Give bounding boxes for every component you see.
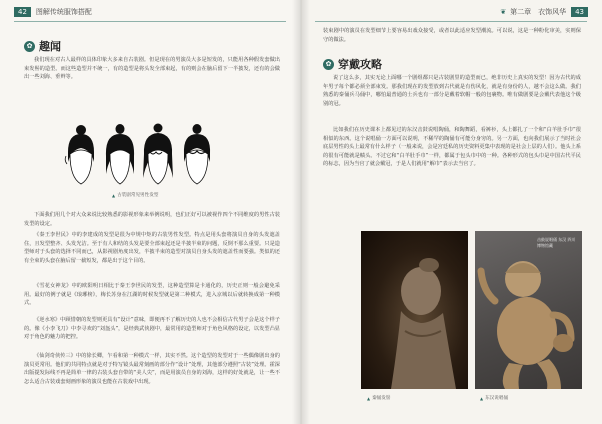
section-heading-quwen <box>24 38 61 54</box>
paragraph: 《逆水寒》中顾惜朝的发型则更具有“设计”意味，即便再不了解历史的人也不会相信古代男子会是这个样子的。像《小李飞刀》中李寻欢的“刘盔头”，是经典武侠剧中，最常用的造型师对于角色风格的设定，以发型凸显对于角色的魅力的把控。 <box>24 317 280 341</box>
hairstyle-figure-1 <box>64 122 98 190</box>
section-title: 趣闻 <box>39 40 61 53</box>
right-page-number: 43 <box>571 7 588 17</box>
paragraph: 装束剧中的演员在发型细节上要容易出戏众接受，或者以此适应发型潮流。可以说，这是一种粉化审美，实则保守的做法。 <box>323 28 581 43</box>
left-page-header <box>14 5 92 19</box>
header-rule <box>315 21 587 22</box>
paragraph: 《雪花女神龙》中的欧阳明日相比于秦王李世民的发型，这种造型算是卡通化的，历史正则一般会避免采用。最好的例子就是《琅琊榜》，梅长苏身在江湖的时候发型就是第二种模式，进入京城以后就转换成第一种模式。 <box>24 283 280 307</box>
section-heading-chuandai <box>323 56 382 72</box>
flower-icon: ✿ <box>24 41 35 52</box>
book-title: 图解传统服饰搭配 <box>35 8 92 16</box>
hairstyle-illustrations <box>64 118 214 190</box>
header-rule <box>14 21 286 22</box>
caption-triangle-icon: ▲ <box>367 395 371 401</box>
paragraph: 下面我们用几个对大众来说比较熟悉的影视形象来举例说明，也们正好可以被视作四个不同维度的男性古装发型的设定。 <box>24 212 280 227</box>
leaf-icon: ❦ <box>500 8 507 16</box>
photo1-caption-text: 秦俑发髻 <box>372 396 391 401</box>
left-page-number: 42 <box>14 7 31 17</box>
figure-caption <box>112 192 158 198</box>
photo2-caption <box>480 395 508 401</box>
section-title: 穿戴攻略 <box>338 58 382 71</box>
caption-triangle-icon: ▲ <box>480 395 484 401</box>
photo2-caption-text: 东汉说唱俑 <box>485 396 509 401</box>
hairstyle-figure-2 <box>103 122 137 190</box>
paragraph: 比如我们在历史课本上都见过的东汉击鼓说唱陶俑，和陶舞蹈，看裤衫，头上都扎了一个和“白羊肚手巾”很相似的东西。这个说唱俑一方面可以说明，不稀罕的陶俑有可能分身穷的。另一方面，也向我们展示了当时社会底层男性的头上最常有什么样子（一般来说，会是宫廷私的历史资料更集中表现的是社会上层的人们）。他头上系的很有可能就是帻头。不过它和“白羊肚手巾”一样，都属于包头巾中的一种。各种形式的包头巾是中国古代平民的标志，因为当官了就会戴冠，于是人们就用“解巾”表示去当官了。 <box>323 127 581 168</box>
hairstyle-figure-4 <box>180 122 214 190</box>
hairstyle-figure-3 <box>141 122 175 190</box>
paragraph: 《秦王李世民》中的李建成的发型是很为中规中矩的古装男性发型。特点是用头套将演员自身的头发遮盖住，且发型整齐、头发光洁。至于有人和结的头发是要全部束起还是半披半束的问题，反倒不那么重要。只是造型师对于头套的选择不同而已，从影视剧角度出发，半披半束的造型对演员自身头发的遮盖性而要强。类似的还有全束的头套在脑后留一截短发，都是出于这个目的。 <box>24 232 280 264</box>
figure-caption-text: 古装剧常见男性发型 <box>117 193 159 198</box>
chapter-header: 第二章 衣饰风华 <box>510 8 567 16</box>
caption-triangle-icon: ▲ <box>112 192 116 198</box>
photo1-caption <box>367 395 390 401</box>
eastern-han-storyteller-photo <box>475 231 582 389</box>
right-page-header <box>500 5 588 19</box>
photo-inset-label: 击鼓说唱俑 东汉 四川博物馆藏 <box>537 237 576 248</box>
paragraph: 《仙剑奇侠传三》中的徐长卿，乍看和第一种模式一样，其实不然。这个造型的发型对于一些偶像剧出身的演员更常用。他们的共同特点就是对于特写镜头最常刻画的部分作“设计”处理，其他部分遵照“古装”处理。霍深出版提发际线不再是简单一律的古装头套自带的“美人尖”，而是用演员自身的刘海，这样的好处就是，让一些不怎么适合古装戏套刻画形象的演员也能在古装戏中出现。 <box>24 353 280 385</box>
paragraph: 我们现在对古人最样的具体印象大多来自古装剧。但是现在的男演员大多是短发的，只能用各种假发套做出束发髻的造型。而这些造型并不统一，有的造型是将头发全部束起，有的则会在脑后留下一半披发，还有的会做出一些刘海、垂辫等。 <box>24 57 280 81</box>
paragraph: 说了这么多，其实无论上面哪一个剧组都只是古装剧里的造型而已，绝非历史上真实的发型！因为古代的成年男子每个都必须全部束发。那我们现在的发型放到古代就是有伤风化，就是有身份的人，越不会这么做。我们熟悉的秦俑兵马俑中，哪怕最普通的士兵也有一部分是戴着软帽一般的包裹物。唯有做剧要是会戴代表他这个级别的冠。 <box>323 75 581 107</box>
terracotta-warrior-photo <box>361 231 468 389</box>
flower-icon: ✿ <box>323 59 334 70</box>
